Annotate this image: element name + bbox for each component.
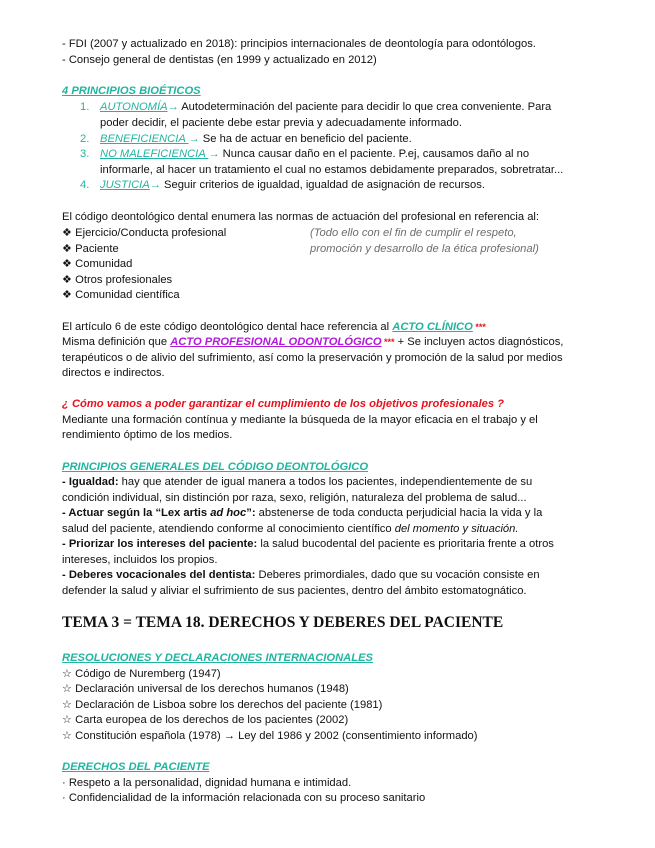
stars-mark: ***	[472, 322, 486, 332]
diamond-icon: ❖	[62, 243, 73, 255]
text-priorizar: - Priorizar los intereses del paciente: la salud bucodental del paciente es prioritaria frente a otros	[62, 538, 554, 550]
question-heading: ¿ Cómo vamos a poder garantizar el cumplimiento de los objetivos profesionales ?	[62, 398, 504, 410]
principle-item-cont: informarle, al hacer un tratamiento el cual no estamos debidamente preparados, sobretratar...	[100, 164, 564, 176]
text-paragraph: salud del paciente, atendiendo conforme al conocimiento científico del momento y situación.	[62, 523, 519, 535]
arrow-icon: →	[167, 101, 179, 113]
principle-name: BENEFICIENCIA	[100, 133, 189, 145]
list-item: ☆ Carta europea de los derechos de los pacientes (2002)	[62, 714, 349, 726]
arrow-icon: →	[149, 179, 161, 191]
star-icon: ☆	[62, 714, 73, 726]
principle-item: 2. BENEFICIENCIA → Se ha de actuar en beneficio del paciente.	[80, 133, 412, 145]
text-misma-definicion: Misma definición que ACTO PROFESIONAL ODONTOLÓGICO *** + Se incluyen actos diagnósticos,	[62, 336, 564, 348]
acto-clinico-term: ACTO CLÍNICO	[392, 321, 473, 333]
diamond-icon: ❖	[62, 227, 73, 239]
list-item: · Confidencialidad de la información relacionada con su proceso sanitario	[62, 792, 426, 804]
star-icon: ☆	[62, 668, 73, 680]
text-fdi: - FDI (2007 y actualizado en 2018): principios internacionales de deontología para odontólogos.	[62, 38, 536, 50]
arrow-icon: →	[208, 148, 220, 160]
principle-name: JUSTICIA	[100, 179, 150, 191]
diamond-icon: ❖	[62, 274, 73, 286]
text-igualdad: - Igualdad: hay que atender de igual manera a todos los pacientes, independientemente de su	[62, 476, 533, 488]
tema-title: TEMA 3 = TEMA 18. DERECHOS Y DEBERES DEL PACIENTE	[62, 614, 504, 631]
list-item: ❖ Otros profesionales	[62, 274, 173, 286]
text-paragraph: Mediante una formación contínua y mediante la búsqueda de la mayor eficacia en el trabajo y el	[62, 414, 538, 426]
heading-principios-generales: PRINCIPIOS GENERALES DEL CÓDIGO DEONTOLÓGICO	[62, 461, 369, 473]
list-item: ❖ Comunidad	[62, 258, 133, 270]
note-line: (Todo ello con el fin de cumplir el respeto,	[310, 227, 517, 239]
list-item: ☆ Declaración universal de los derechos humanos (1948)	[62, 683, 349, 695]
list-item: ❖ Ejercicio/Conducta profesional	[62, 227, 227, 239]
text-paragraph: terapéuticos o de alivio del sufrimiento, así como la preservación y promoción de la salud por medios	[62, 352, 563, 364]
text-deberes: - Deberes vocacionales del dentista: Deberes primordiales, dado que su vocación consiste en	[62, 569, 540, 581]
principle-name: AUTONOMÍA	[100, 101, 168, 113]
star-icon: ☆	[62, 730, 73, 742]
text-paragraph: intereses, incluidos los propios.	[62, 554, 218, 566]
heading-principios-bioeticos: 4 PRINCIPIOS BIOÉTICOS	[62, 85, 201, 97]
principle-item-cont: poder decidir, el paciente debe estar previa y adecuadamente informado.	[100, 117, 462, 129]
stars-mark: ***	[381, 337, 395, 347]
list-item: ☆ Declaración de Lisboa sobre los derechos del paciente (1981)	[62, 699, 383, 711]
principle-item: 3. NO MALEFICIENCIA → Nunca causar daño en el paciente. P.ej, causamos daño al no	[80, 148, 530, 160]
list-item: · Respeto a la personalidad, dignidad humana e intimidad.	[62, 777, 352, 789]
heading-derechos-paciente: DERECHOS DEL PACIENTE	[62, 761, 210, 773]
list-item: ☆ Código de Nuremberg (1947)	[62, 668, 221, 680]
list-item: ❖ Paciente	[62, 243, 119, 255]
list-item: ❖ Comunidad científica	[62, 289, 180, 301]
star-icon: ☆	[62, 683, 73, 695]
text-consejo: - Consejo general de dentistas (en 1999 y actualizado en 2012)	[62, 54, 377, 66]
list-item: ☆ Constitución española (1978) → Ley del 1986 y 2002 (consentimiento informado)	[62, 730, 478, 742]
text-articulo-6: El artículo 6 de este código deontológico dental hace referencia al ACTO CLÍNICO ***	[62, 321, 486, 333]
text-paragraph: condición individual, sin distinción por raza, sexo, religión, naturaleza del problema de salud...	[62, 492, 527, 504]
diamond-icon: ❖	[62, 289, 73, 301]
text-codigo-intro: El código deontológico dental enumera las normas de actuación del profesional en referencia al:	[62, 211, 540, 223]
star-icon: ☆	[62, 699, 73, 711]
principle-item: 1. AUTONOMÍA→ Autodeterminación del paciente para decidir lo que crea conveniente. Para	[80, 101, 552, 113]
text-lex-artis: - Actuar según la “Lex artis ad hoc”: abstenerse de toda conducta perjudicial hacia la vida y la	[62, 507, 543, 519]
text-paragraph: defender la salud y aliviar el sufrimiento de sus pacientes, dentro del ámbito estomatognático.	[62, 585, 527, 597]
acto-profesional-term: ACTO PROFESIONAL ODONTOLÓGICO	[170, 336, 382, 348]
diamond-icon: ❖	[62, 258, 73, 270]
principle-item: 4. JUSTICIA→ Seguir criterios de igualdad, igualdad de asignación de recursos.	[80, 179, 485, 191]
note-line: promoción y desarrollo de la ética profesional)	[310, 243, 539, 255]
arrow-icon: →	[188, 133, 200, 145]
text-paragraph: directos e indirectos.	[62, 367, 165, 379]
heading-resoluciones: RESOLUCIONES Y DECLARACIONES INTERNACIONALES	[62, 652, 374, 664]
principle-name: NO MALEFICIENCIA	[100, 148, 209, 160]
text-paragraph: rendimiento óptimo de los medios.	[62, 429, 233, 441]
